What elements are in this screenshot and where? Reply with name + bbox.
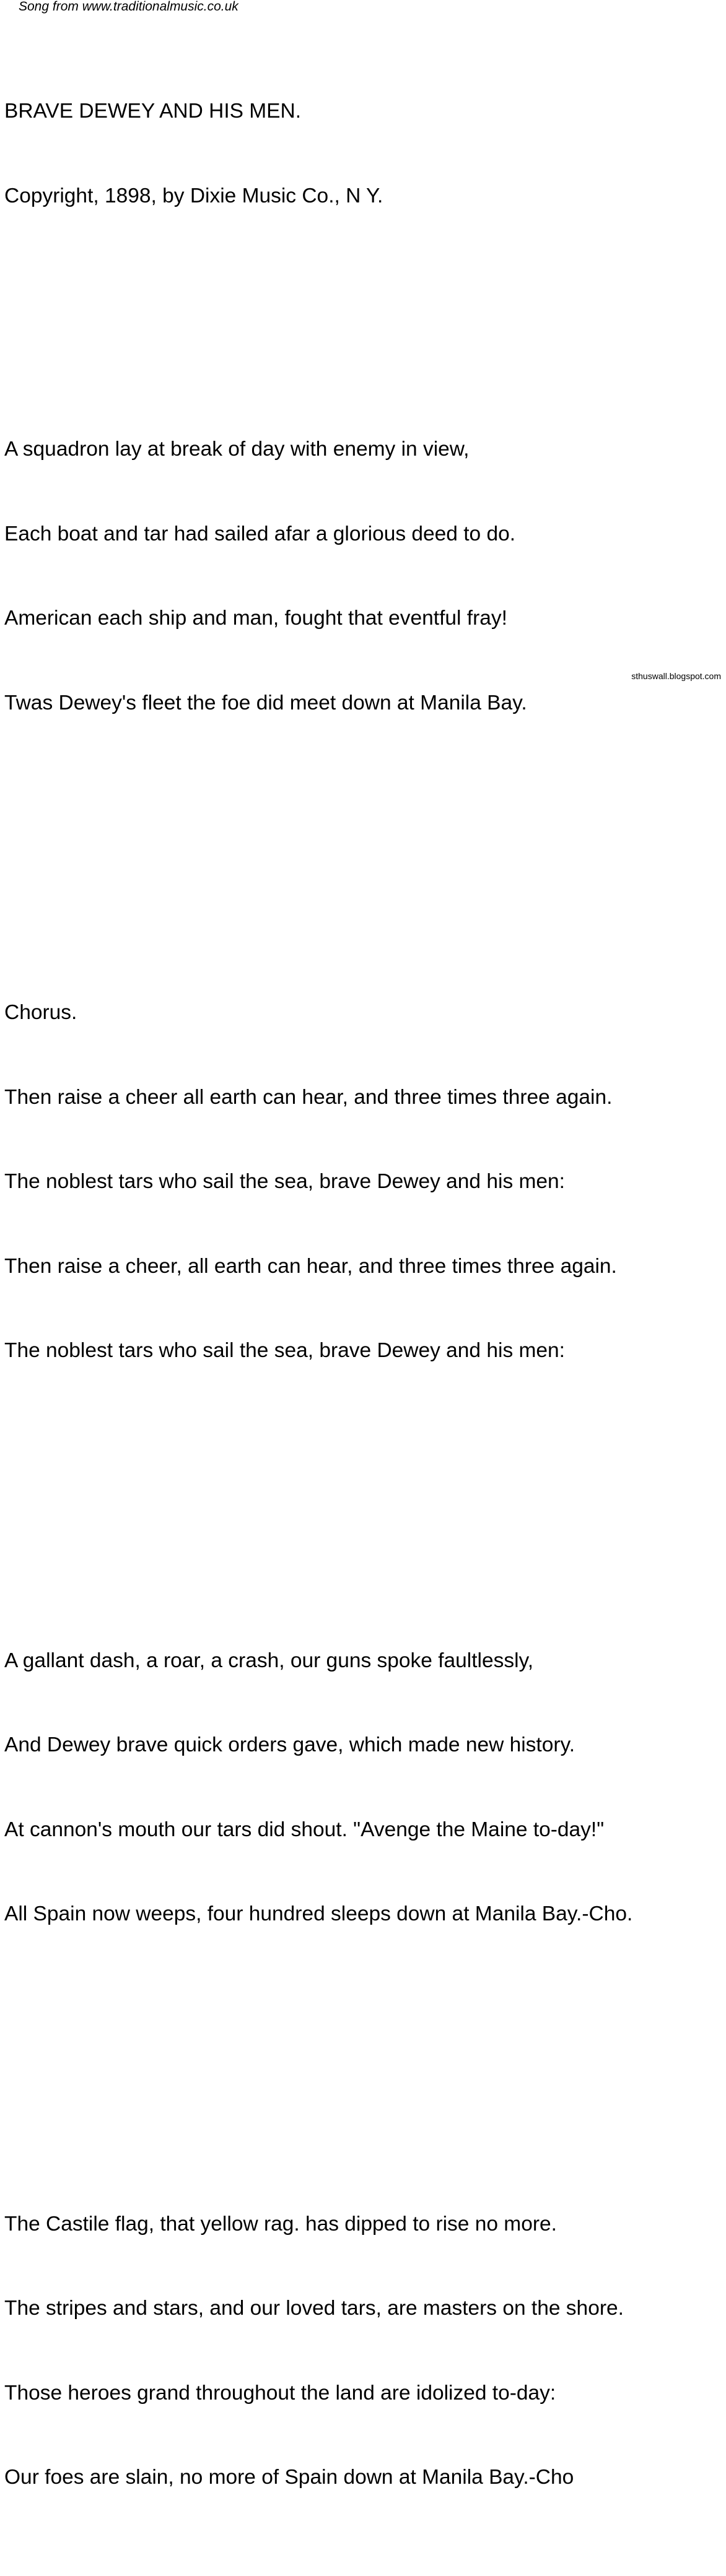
source-line: Song from www.traditionalmusic.co.uk xyxy=(19,0,238,14)
chorus-line: The noblest tars who sail the sea, brave Dewey and his men: xyxy=(4,1339,565,1362)
verse-line: American each ship and man, fought that eventful fray! xyxy=(4,607,507,630)
song-title: BRAVE DEWEY AND HIS MEN. xyxy=(4,100,302,123)
verse-line: Each boat and tar had sailed afar a glorious deed to do. xyxy=(4,522,516,545)
verse-line: The Castile flag, that yellow rag. has dipped to rise no more. xyxy=(4,2212,557,2236)
chorus xyxy=(4,942,632,1421)
chorus-line: Then raise a cheer all earth can hear, and three times three again. xyxy=(4,1085,613,1109)
verse-line: And Dewey brave quick orders gave, which made new history. xyxy=(4,1733,575,1756)
song-text xyxy=(4,41,632,2576)
verse-line: A gallant dash, a roar, a crash, our guns spoke faultlessly, xyxy=(4,1649,534,1672)
verse-line: The stripes and stars, and our loved tars, are masters on the shore. xyxy=(4,2297,624,2320)
chorus-line: Then raise a cheer, all earth can hear, and three times three again. xyxy=(4,1254,617,1278)
stanza-gap xyxy=(4,830,632,858)
verse-1 xyxy=(4,379,632,773)
stanza-gap xyxy=(4,2041,632,2070)
verse-2 xyxy=(4,1590,632,1985)
verse-3 xyxy=(4,2154,632,2548)
chorus-line: The noblest tars who sail the sea, brave Dewey and his men: xyxy=(4,1170,565,1193)
verse-line: Those heroes grand throughout the land are idolized to-day: xyxy=(4,2381,556,2405)
stanza-gap xyxy=(4,266,632,295)
chorus-heading: Chorus. xyxy=(4,1001,77,1024)
verse-line: All Spain now weeps, four hundred sleeps down at Manila Bay.-Cho. xyxy=(4,1902,633,1925)
verse-line: Twas Dewey's fleet the foe did meet down at Manila Bay. xyxy=(4,691,527,714)
watermark: sthuswall.blogspot.com xyxy=(631,671,721,681)
stanza-gap xyxy=(4,1478,632,1506)
copyright-line: Copyright, 1898, by Dixie Music Co., N Y. xyxy=(4,184,383,207)
verse-line: At cannon's mouth our tars did shout. "Avenge the Maine to-day!" xyxy=(4,1818,605,1841)
verse-line: A squadron lay at break of day with enemy in view, xyxy=(4,438,470,461)
verse-line: Our foes are slain, no more of Spain down at Manila Bay.-Cho xyxy=(4,2466,574,2489)
